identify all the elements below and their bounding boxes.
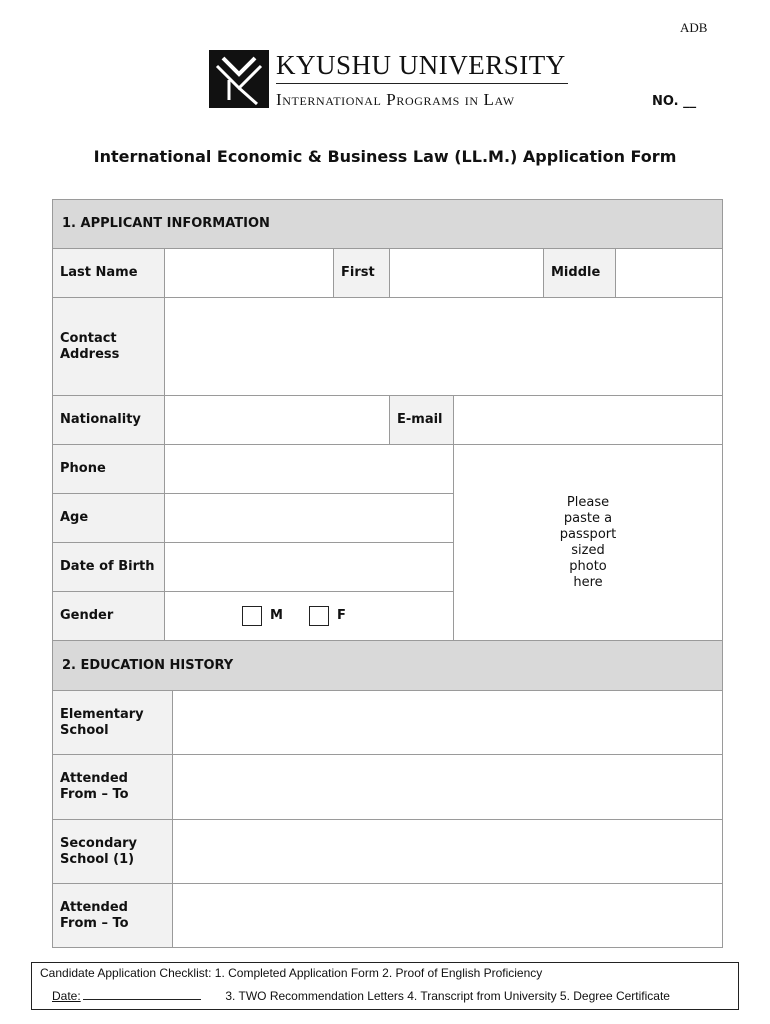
education-row-label: Secondary School (1) xyxy=(53,820,173,884)
education-row-label: Elementary School xyxy=(53,691,173,755)
education-row-label: Attended From – To xyxy=(53,755,173,820)
secondary-attended-field[interactable] xyxy=(173,884,723,948)
section-heading-education: 2. EDUCATION HISTORY xyxy=(53,641,723,691)
date-label: Date: xyxy=(52,989,81,1003)
email-field[interactable] xyxy=(454,396,723,445)
last-name-field[interactable] xyxy=(165,249,334,298)
last-name-label: Last Name xyxy=(53,249,165,298)
section-heading-applicant: 1. APPLICANT INFORMATION xyxy=(53,200,723,249)
contact-address-label: Contact Address xyxy=(53,298,165,396)
education-row-label: Attended From – To xyxy=(53,884,173,948)
gender-field xyxy=(165,592,454,641)
checklist-items: 3. TWO Recommendation Letters 4. Transcript from University 5. Degree Certificate xyxy=(225,989,670,1003)
first-name-label: First xyxy=(334,249,390,298)
phone-label: Phone xyxy=(53,445,165,494)
gender-label: Gender xyxy=(53,592,165,641)
gender-female-label: F xyxy=(336,608,346,623)
age-field[interactable] xyxy=(165,494,454,543)
date-field[interactable] xyxy=(83,988,201,1000)
elementary-attended-field[interactable] xyxy=(173,755,723,820)
gender-female-checkbox[interactable] xyxy=(309,606,329,626)
dob-label: Date of Birth xyxy=(53,543,165,592)
middle-name-field[interactable] xyxy=(616,249,723,298)
form-number: NO. __ xyxy=(652,94,697,109)
photo-area[interactable] xyxy=(454,445,723,641)
university-name: KYUSHU UNIVERSITY xyxy=(276,50,566,80)
age-label: Age xyxy=(53,494,165,543)
contact-address-field[interactable] xyxy=(165,298,723,396)
photo-instruction: Please paste a passport sized photo here xyxy=(559,494,617,590)
university-logo-icon xyxy=(209,50,269,108)
nationality-field[interactable] xyxy=(165,396,390,445)
secondary-school-field[interactable] xyxy=(173,820,723,884)
checklist-line-1: Candidate Application Checklist: 1. Completed Application Form 2. Proof of English Proficiency xyxy=(40,966,543,980)
gender-male-checkbox[interactable] xyxy=(242,606,262,626)
gender-male-label: M xyxy=(270,608,283,623)
form-code: ADB xyxy=(680,20,708,35)
checklist-line-2 xyxy=(52,988,736,1003)
email-label: E-mail xyxy=(390,396,454,445)
middle-name-label: Middle xyxy=(544,249,616,298)
first-name-field[interactable] xyxy=(390,249,544,298)
program-name: International Programs in Law xyxy=(276,90,515,109)
logo-divider xyxy=(276,83,568,84)
applicant-information-table xyxy=(52,199,723,641)
dob-field[interactable] xyxy=(165,543,454,592)
phone-field[interactable] xyxy=(165,445,454,494)
elementary-school-field[interactable] xyxy=(173,691,723,755)
education-history-table xyxy=(52,640,723,948)
form-title: International Economic & Business Law (LL.M.) Application Form xyxy=(93,147,677,166)
application-checklist xyxy=(31,962,739,1010)
nationality-label: Nationality xyxy=(53,396,165,445)
